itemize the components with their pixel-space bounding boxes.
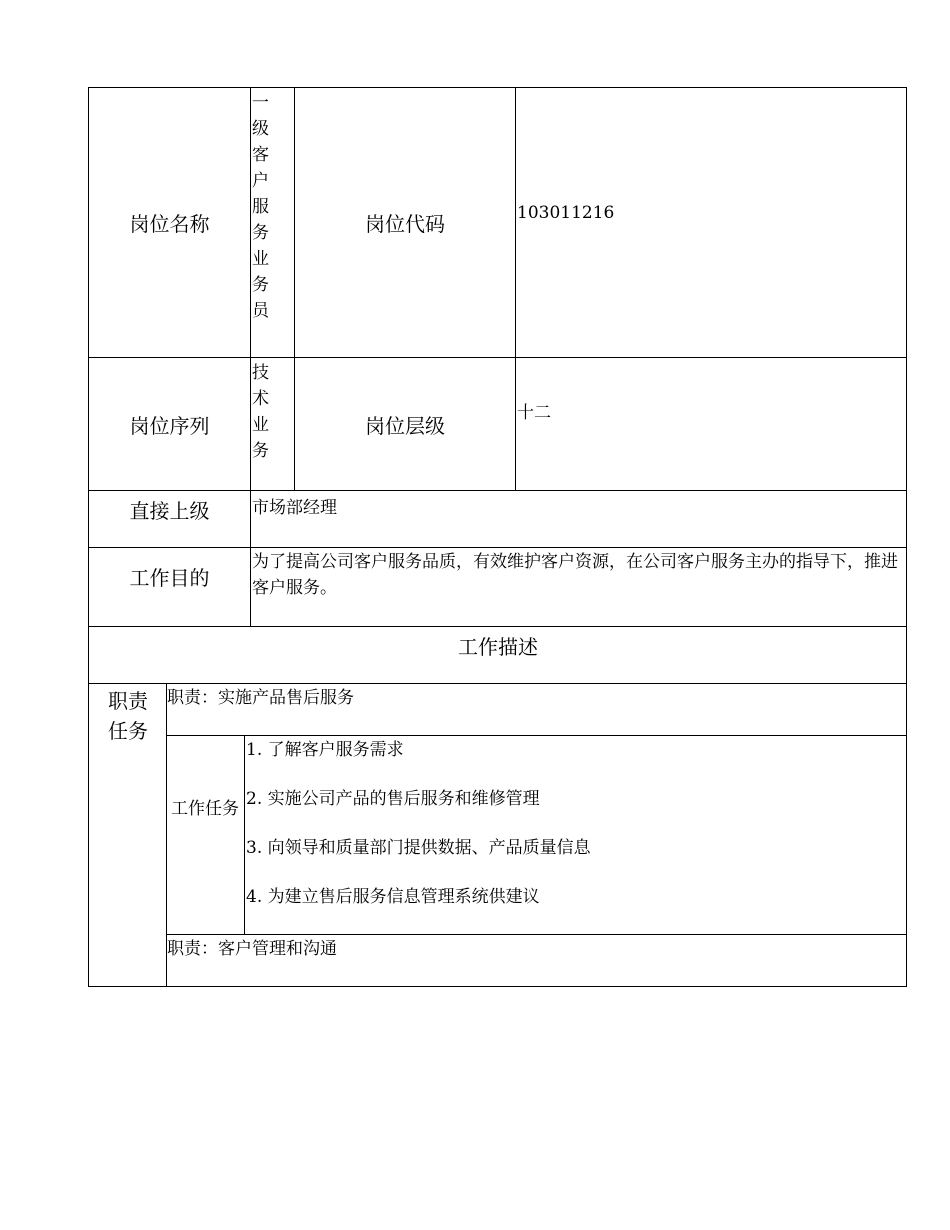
position-name-label: 岗位名称	[129, 212, 210, 236]
work-description-title: 工作描述	[458, 634, 538, 659]
level-value: 十二	[517, 403, 551, 423]
sequence-label: 岗位序列	[129, 413, 210, 438]
task-list	[246, 736, 896, 932]
level-label: 岗位层级	[365, 413, 445, 438]
position-code-label: 岗位代码	[365, 212, 445, 236]
purpose-label: 工作目的	[129, 566, 210, 590]
row-divider	[89, 683, 907, 684]
duty-title: 职责：客户管理和沟通	[167, 939, 337, 959]
sequence-value: 技术业务	[252, 363, 269, 461]
duty-title: 职责：实施产品售后服务	[167, 688, 354, 708]
position-name-value: 一级客户服务业务员	[252, 93, 269, 321]
supervisor-value: 市场部经理	[252, 498, 337, 518]
column-divider	[515, 88, 516, 490]
list-item: 3. 向领导和质量部门提供数据、产品质量信息	[246, 838, 591, 858]
supervisor-label: 直接上级	[129, 498, 210, 523]
purpose-value: 为了提高公司客户服务品质，有效维护客户资源，在公司客户服务主办的指导下，推进客户服务。	[252, 552, 898, 598]
job-description-table	[88, 87, 907, 987]
column-divider	[250, 88, 251, 626]
task-label: 工作任务	[171, 799, 239, 819]
column-divider	[244, 735, 245, 934]
list-item: 4. 为建立售后服务信息管理系统供建议	[246, 887, 540, 907]
list-item: 1. 了解客户服务需求	[246, 740, 404, 760]
position-code-value: 103011216	[517, 203, 615, 223]
list-item: 2. 实施公司产品的售后服务和维修管理	[246, 789, 540, 809]
duties-label: 职责任务	[108, 689, 148, 743]
row-divider	[166, 934, 907, 935]
